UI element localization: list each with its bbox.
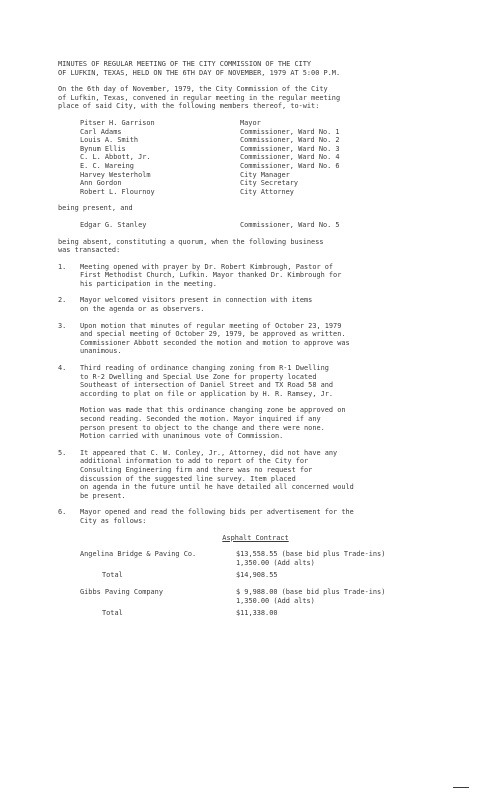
member-position: City Attorney	[240, 187, 294, 196]
item-number: 3.	[58, 321, 67, 330]
member-name: Pitser H. Garrison	[80, 118, 155, 127]
item-line: Upon motion that minutes of regular meeting of October 23, 1979	[80, 321, 342, 330]
item-line: on agenda in the future until he have detailed all concerned would	[80, 483, 354, 492]
item-body	[80, 322, 453, 356]
intro-line: of Lufkin, Texas, convened in regular meeting in the regular meeting	[58, 93, 341, 102]
bid-amount: $ 9,988.00 (base bid plus Trade-ins)	[236, 587, 386, 596]
item-line: First Methodist Church, Lufkin. Mayor thanked Dr. Kimbrough for	[80, 271, 342, 280]
intro-line: On the 6th day of November, 1979, the City Commission of the City	[58, 85, 328, 94]
bidder-name: Gibbs Paving Company	[80, 587, 163, 596]
member-position: City Secretary	[240, 179, 299, 188]
bid-total-row	[58, 571, 453, 580]
item-body	[80, 296, 453, 313]
item-line: to R-2 Dwelling and Special Use Zone for property located	[80, 372, 317, 381]
agenda-item	[58, 322, 453, 356]
member-position: City Manager	[240, 170, 290, 179]
page-footer-mark	[453, 787, 469, 788]
item-body	[80, 508, 453, 525]
item-line: his participation in the meeting.	[80, 279, 217, 288]
bid-row	[58, 550, 453, 559]
bid-total-row	[58, 609, 453, 618]
bid-amount-alt: 1,350.00 (Add alts)	[236, 596, 315, 605]
member-position: Commissioner, Ward No. 6	[240, 161, 340, 170]
member-position: Commissioner, Ward No. 1	[240, 127, 340, 136]
member-name: Louis A. Smith	[80, 136, 139, 145]
absent-tail-line: being absent, constituting a quorum, when the following business	[58, 237, 324, 246]
member-row	[80, 179, 453, 188]
item-line: Consulting Engineering firm and there was no request for	[80, 465, 313, 474]
bid-total-label: Total	[102, 571, 123, 580]
member-name: Harvey Westerholm	[80, 170, 151, 179]
present-members-list	[58, 119, 453, 196]
member-name: C. L. Abbott, Jr.	[80, 153, 151, 162]
member-row	[80, 188, 453, 197]
member-position: Commissioner, Ward No. 2	[240, 136, 340, 145]
absent-tail-line: was transacted:	[58, 246, 121, 255]
item-line: Mayor opened and read the following bids per advertisement for the	[80, 508, 354, 517]
member-name: Ann Gordon	[80, 179, 122, 188]
item-line: Motion carried with unanimous vote of Commission.	[80, 432, 284, 441]
absent-tail	[58, 238, 453, 255]
item-body	[80, 263, 453, 289]
bid-total: $14,908.55	[236, 571, 278, 580]
item-line: Mayor welcomed visitors present in connection with items	[80, 296, 313, 305]
item-line: City as follows:	[80, 516, 147, 525]
item-line: on the agenda or as observers.	[80, 305, 205, 314]
member-row	[80, 221, 453, 230]
member-name: E. C. Wareing	[80, 161, 134, 170]
item-line: second reading. Seconded the motion. Mayor inquired if any	[80, 415, 321, 423]
member-name: Carl Adams	[80, 127, 122, 136]
item-line: additional information to add to report of the City for	[80, 457, 309, 466]
absent-members-list	[58, 221, 453, 230]
header-line: MINUTES OF REGULAR MEETING OF THE CITY COMMISSION OF THE CITY	[58, 60, 312, 68]
member-name: Bynum Ellis	[80, 144, 126, 153]
member-name: Robert L. Flournoy	[80, 187, 155, 196]
item-body	[80, 364, 453, 441]
agenda-item	[58, 508, 453, 525]
member-position: Commissioner, Ward No. 5	[240, 220, 340, 229]
item-body	[80, 449, 453, 501]
member-row	[80, 128, 453, 137]
agenda-item	[58, 296, 453, 313]
bid-row	[58, 559, 453, 568]
item-line: It appeared that C. W. Conley, Jr., Attorney, did not have any	[80, 448, 338, 457]
bid-amount: $13,558.55 (base bid plus Trade-ins)	[236, 550, 386, 559]
item-line: Commissioner Abbott seconded the motion and motion to approve was	[80, 338, 350, 347]
agenda-item	[58, 364, 453, 441]
item-line: be present.	[80, 491, 126, 500]
item-number: 4.	[58, 364, 67, 373]
bid-row	[58, 588, 453, 597]
item-line: Meeting opened with prayer by Dr. Robert Kimbrough, Pastor of	[80, 262, 334, 271]
intro-line: place of said City, with the following members thereof, to-wit:	[58, 102, 320, 111]
bid-amount-alt: 1,350.00 (Add alts)	[236, 558, 315, 567]
item-line: Southeast of intersection of Daniel Street and TX Road 58 and	[80, 381, 334, 390]
item-number: 2.	[58, 296, 67, 305]
item-line: person present to object to the change and there were none.	[80, 423, 325, 432]
agenda-item	[58, 263, 453, 289]
agenda-item	[58, 449, 453, 501]
member-name: Edgar G. Stanley	[80, 220, 147, 229]
bid-table-title: Asphalt Contract	[222, 533, 289, 542]
item-number: 1.	[58, 262, 67, 271]
item-line: unanimous.	[80, 347, 122, 356]
member-position: Mayor	[240, 118, 261, 127]
bid-total-label: Total	[102, 609, 123, 618]
bid-table	[58, 550, 453, 618]
header-line: OF LUFKIN, TEXAS, HELD ON THE 6TH DAY OF NOVEMBER, 1979 AT 5:00 P.M.	[58, 68, 341, 77]
bid-total: $11,338.00	[236, 609, 278, 618]
item-number: 6.	[58, 508, 67, 517]
item-line: discussion of the suggested line survey. Item placed	[80, 474, 296, 483]
intro-paragraph	[58, 85, 453, 111]
minutes-header	[58, 60, 453, 77]
member-row	[80, 136, 453, 145]
member-row	[80, 162, 453, 171]
member-row	[80, 171, 453, 180]
item-number: 5.	[58, 448, 67, 457]
bid-row	[58, 597, 453, 606]
item-line: according to plat on file or application by H. R. Ramsey, Jr.	[80, 389, 334, 398]
bidder-name: Angelina Bridge & Paving Co.	[80, 550, 197, 559]
item-line: and special meeting of October 29, 1979, be approved as written.	[80, 330, 346, 339]
member-position: Commissioner, Ward No. 4	[240, 153, 340, 162]
member-row	[80, 119, 453, 128]
present-tail: being present, and	[58, 204, 133, 213]
item-line: Motion was made that this ordinance changing zone be approved on	[80, 406, 346, 415]
member-row	[80, 153, 453, 162]
member-row	[80, 145, 453, 154]
item-line: Third reading of ordinance changing zoning from R-1 Dwelling	[80, 364, 329, 373]
member-position: Commissioner, Ward No. 3	[240, 144, 340, 153]
